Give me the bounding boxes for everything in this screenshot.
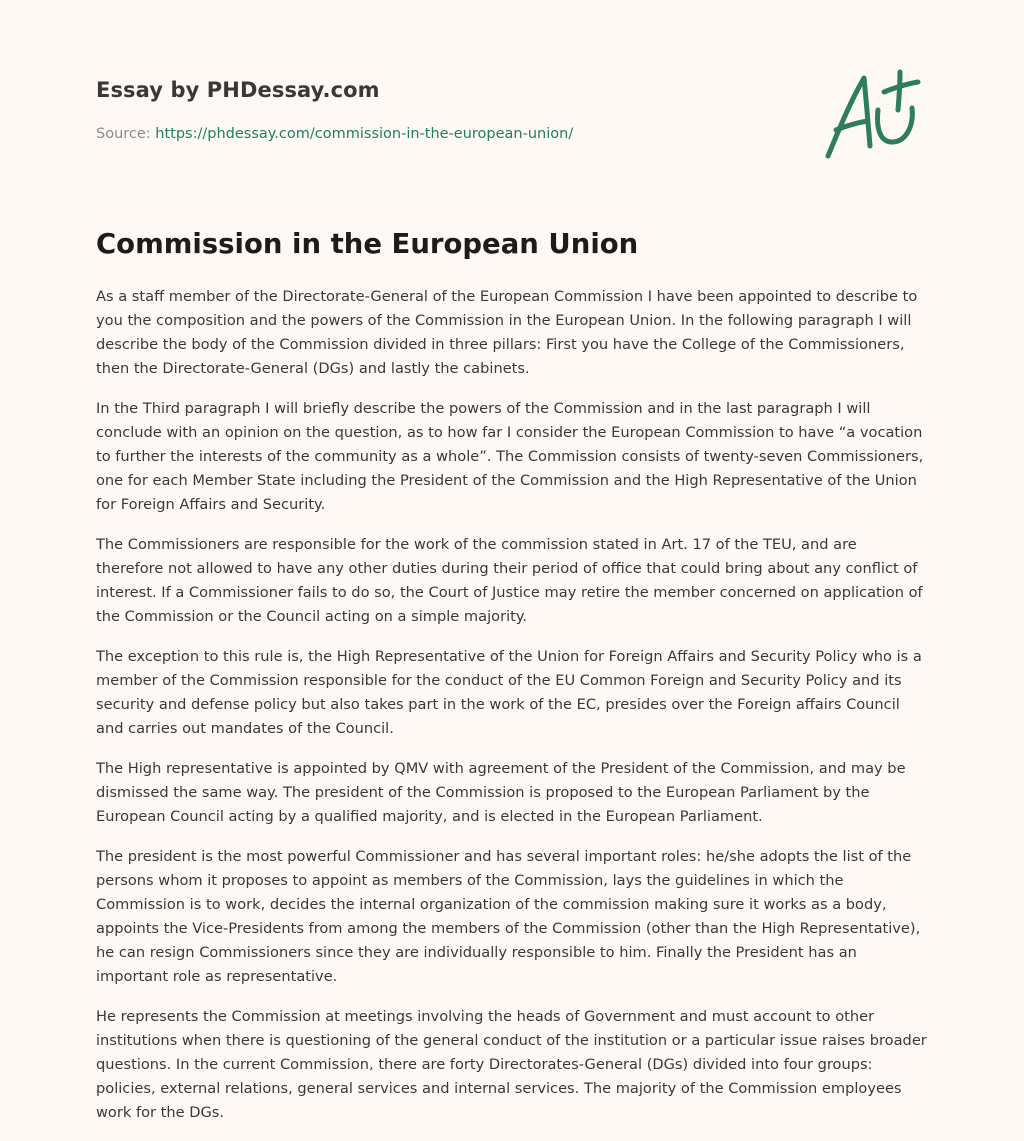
- source-label: Source:: [96, 126, 156, 142]
- site-brand: Essay by PHDessay.com: [96, 78, 380, 102]
- essay-body: [96, 285, 928, 1141]
- paragraph: The exception to this rule is, the High Representative of the Union for Foreign Affairs and Security Policy who is a member of the Commission responsible for the conduct of the EU Common Foreign and Security Policy and its security and defense policy but also takes part in the work of the EC, presides over the Foreign affairs Council and carries out mandates of the Council.: [96, 648, 922, 737]
- a-plus-logo-icon: [822, 68, 928, 164]
- paragraph: He represents the Commission at meetings involving the heads of Government and must account to other institutions when there is questioning of the general conduct of the institution or a particular issue raises broader questions. In the current Commission, there are forty Directorates-General (DGs) divided into four groups: policies, external relations, general services and internal services. The majority of the Commission employees work for the DGs.: [96, 1008, 927, 1121]
- paragraph: As a staff member of the Directorate-General of the European Commission I have been appointed to describe to you the composition and the powers of the Commission in the European Union. In the following paragraph I will describe the body of the Commission divided in three pillars: First you have the College of the Commissioners, then the Directorate-General (DGs) and lastly the cabinets.: [96, 288, 918, 377]
- page-header: [96, 76, 928, 176]
- source-line: [96, 124, 573, 144]
- paragraph: The president is the most powerful Commissioner and has several important roles: he/she adopts the list of the persons whom it proposes to appoint as members of the Commission, lays the guidelines in which the Commission is to work, decides the internal organization of the commission making sure it works as a body, appoints the Vice-Presidents from among the members of the Commission (other than the High Representative), he can resign Commissioners since they are individually responsible to him. Finally the President has an important role as representative.: [96, 848, 921, 985]
- paragraph: In the Third paragraph I will briefly describe the powers of the Commission and in the last paragraph I will conclude with an opinion on the question, as to how far I consider the European Commission to have “a vocation to further the interests of the community as a whole”. The Commission consists of twenty-seven Commissioners, one for each Member State including the President of the Commission and the High Representative of the Union for Foreign Affairs and Security.: [96, 400, 924, 513]
- source-link[interactable]: https://phdessay.com/commission-in-the-european-union/: [155, 126, 574, 142]
- paragraph: The High representative is appointed by QMV with agreement of the President of the Commission, and may be dismissed the same way. The president of the Commission is proposed to the European Parliament by the European Council acting by a qualified majority, and is elected in the European Parliament.: [96, 760, 906, 825]
- paragraph: The Commissioners are responsible for the work of the commission stated in Art. 17 of the TEU, and are therefore not allowed to have any other duties during their period of office that could bring about any conflict of interest. If a Commissioner fails to do so, the Court of Justice may retire the member concerned on application of the Commission or the Council acting on a simple majority.: [96, 536, 923, 625]
- essay-title: Commission in the European Union: [96, 228, 639, 260]
